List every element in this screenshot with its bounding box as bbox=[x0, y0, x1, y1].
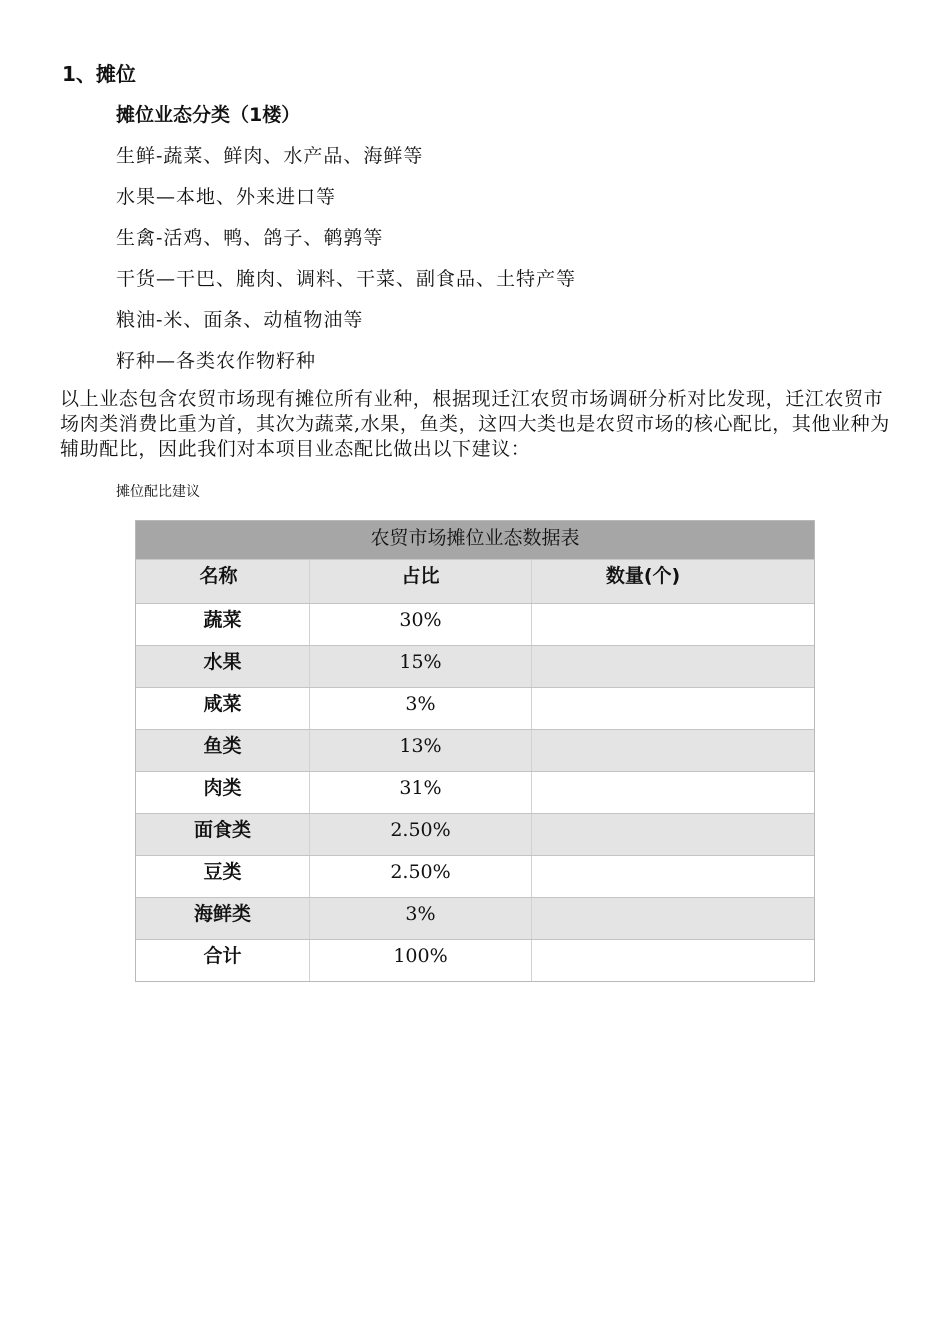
row-name-cell: 咸菜 bbox=[203, 693, 242, 715]
row-ratio-cell: 2.50% bbox=[309, 814, 531, 855]
row-count-cell bbox=[531, 940, 814, 981]
table-row bbox=[136, 645, 814, 687]
table-row bbox=[136, 855, 814, 897]
category-item: 粮油-米、面条、动植物油等 bbox=[116, 309, 364, 331]
category-item: 生禽-活鸡、鸭、鸽子、鹌鹑等 bbox=[116, 227, 384, 249]
row-ratio-cell: 2.50% bbox=[309, 856, 531, 897]
category-item: 水果—本地、外来进口等 bbox=[116, 186, 337, 208]
table-row bbox=[136, 603, 814, 645]
table-caption: 摊位配比建议 bbox=[116, 484, 200, 500]
row-name-cell: 肉类 bbox=[203, 777, 242, 799]
table-row bbox=[136, 771, 814, 813]
row-count-cell bbox=[531, 898, 814, 939]
row-name-cell: 鱼类 bbox=[203, 735, 242, 757]
row-ratio-cell: 31% bbox=[309, 772, 531, 813]
table-row bbox=[136, 687, 814, 729]
row-ratio-cell: 3% bbox=[309, 898, 531, 939]
section-heading: 1、摊位 bbox=[62, 62, 136, 86]
row-name-cell: 海鲜类 bbox=[193, 903, 251, 925]
row-count-cell bbox=[531, 730, 814, 771]
table-total-row bbox=[136, 939, 814, 981]
row-name-cell: 合计 bbox=[203, 945, 242, 967]
subsection-heading: 摊位业态分类（1楼） bbox=[116, 104, 301, 126]
table-header-row bbox=[136, 560, 814, 603]
row-ratio-cell: 13% bbox=[309, 730, 531, 771]
row-count-cell bbox=[531, 604, 814, 645]
category-item: 干货—干巴、腌肉、调料、干菜、副食品、土特产等 bbox=[116, 268, 577, 290]
row-count-cell bbox=[531, 772, 814, 813]
column-header-name: 名称 bbox=[199, 565, 238, 587]
row-ratio-cell: 100% bbox=[309, 940, 531, 981]
row-count-cell bbox=[531, 646, 814, 687]
row-name-cell: 面食类 bbox=[193, 819, 251, 841]
category-item: 生鲜-蔬菜、鲜肉、水产品、海鲜等 bbox=[116, 145, 424, 167]
row-name-cell: 蔬菜 bbox=[203, 609, 242, 631]
stall-data-table bbox=[135, 520, 815, 982]
row-ratio-cell: 3% bbox=[309, 688, 531, 729]
table-title: 农贸市场摊位业态数据表 bbox=[136, 521, 814, 560]
category-list bbox=[116, 142, 576, 388]
row-count-cell bbox=[531, 814, 814, 855]
table-row bbox=[136, 729, 814, 771]
row-ratio-cell: 30% bbox=[309, 604, 531, 645]
row-name-cell: 水果 bbox=[203, 651, 242, 673]
analysis-paragraph: 以上业态包含农贸市场现有摊位所有业种，根据现迁江农贸市场调研分析对比发现，迁江农贸市场肉类消费比重为首，其次为蔬菜,水果，鱼类，这四大类也是农贸市场的核心配比，其他业种为辅助配比，因此我们对本项目业态配比做出以下建议： bbox=[60, 388, 890, 460]
row-count-cell bbox=[531, 688, 814, 729]
row-name-cell: 豆类 bbox=[203, 861, 242, 883]
table-row bbox=[136, 813, 814, 855]
row-count-cell bbox=[531, 856, 814, 897]
category-item: 籽种—各类农作物籽种 bbox=[116, 350, 317, 372]
column-header-count: 数量(个) bbox=[531, 560, 814, 603]
table-row bbox=[136, 897, 814, 939]
column-header-ratio: 占比 bbox=[309, 560, 531, 603]
row-ratio-cell: 15% bbox=[309, 646, 531, 687]
